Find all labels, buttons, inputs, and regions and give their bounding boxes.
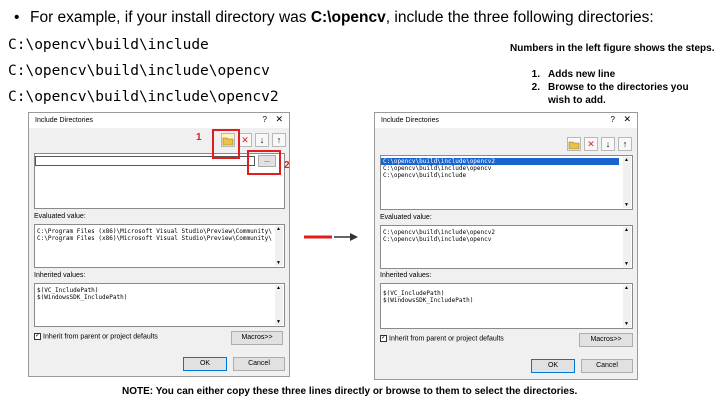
- include-path-2: C:\opencv\build\include\opencv: [8, 63, 270, 79]
- step-number: 2.: [531, 82, 540, 93]
- move-down-icon[interactable]: ↓: [255, 133, 269, 147]
- scrollbar[interactable]: ▲ ▼: [623, 157, 631, 208]
- step-1-highlight: [212, 129, 240, 159]
- inherited-label: Inherited values:: [380, 272, 432, 279]
- move-up-icon[interactable]: ↑: [272, 133, 286, 147]
- include-directories-dialog-right: [374, 112, 638, 380]
- transition-arrow: [302, 230, 360, 244]
- scrollbar[interactable]: ▲ ▼: [275, 226, 283, 266]
- title-bar: [29, 113, 289, 128]
- delete-icon[interactable]: ✕: [238, 133, 252, 147]
- checkmark-icon: ✓: [381, 335, 387, 341]
- inherited-values: [380, 283, 633, 329]
- step-text: Browse to the directories you wish to add.: [548, 82, 689, 106]
- step-2-highlight: [247, 150, 281, 175]
- ok-button[interactable]: OK: [183, 357, 227, 371]
- instruction-heading: [14, 9, 718, 27]
- step-2: [510, 81, 720, 107]
- directory-entry[interactable]: C:\opencv\build\include\opencv: [383, 165, 492, 172]
- dialog-title: Include Directories: [381, 117, 439, 124]
- help-icon[interactable]: ?: [262, 115, 267, 124]
- browse-button[interactable]: ...: [258, 155, 276, 167]
- evaluated-values: [380, 225, 633, 269]
- cancel-button[interactable]: Cancel: [233, 357, 285, 371]
- step-number: 1.: [531, 69, 540, 80]
- move-down-icon[interactable]: ↓: [601, 137, 615, 151]
- close-icon[interactable]: ✕: [623, 114, 631, 124]
- step-text: Adds new line: [548, 69, 616, 80]
- evaluated-label: Evaluated value:: [380, 214, 432, 221]
- evaluated-line: C:\Program Files (x86)\Microsoft Visual Studio\Preview\Community\: [37, 235, 272, 242]
- evaluated-line: C:\opencv\build\include\opencv2: [383, 229, 495, 236]
- heading-suffix: , include the three following directories:: [385, 9, 654, 26]
- step-1-marker: 1: [196, 132, 202, 143]
- title-bar: [375, 113, 637, 128]
- ok-button[interactable]: OK: [531, 359, 575, 373]
- directory-entry[interactable]: C:\opencv\build\include\opencv2: [381, 158, 619, 165]
- footnote: NOTE: You can either copy these three lines directly or browse to them to select the directories.: [122, 386, 578, 397]
- step-1: [510, 68, 720, 81]
- close-icon[interactable]: ✕: [275, 114, 283, 124]
- inherited-line: $(WindowsSDK_IncludePath): [383, 297, 474, 304]
- inherited-label: Inherited values:: [34, 272, 86, 279]
- inherited-values: [34, 283, 285, 327]
- dialog-title: Include Directories: [35, 117, 93, 124]
- include-path-1: C:\opencv\build\include: [8, 37, 209, 53]
- evaluated-label: Evaluated value:: [34, 213, 86, 220]
- heading-prefix: For example, if your install directory was: [30, 9, 311, 26]
- evaluated-line: C:\opencv\build\include\opencv: [383, 236, 492, 243]
- include-path-3: C:\opencv\build\include\opencv2: [8, 89, 279, 105]
- delete-icon[interactable]: ✕: [584, 137, 598, 151]
- cancel-button[interactable]: Cancel: [581, 359, 633, 373]
- scrollbar[interactable]: ▲ ▼: [623, 285, 631, 327]
- scrollbar[interactable]: ▲ ▼: [275, 285, 283, 325]
- inherited-line: $(VC_IncludePath): [37, 287, 99, 294]
- bullet: •: [14, 9, 20, 26]
- inherit-checkbox[interactable]: [34, 333, 158, 340]
- move-up-icon[interactable]: ↑: [618, 137, 632, 151]
- help-icon[interactable]: ?: [610, 115, 615, 124]
- scrollbar[interactable]: ▲ ▼: [623, 227, 631, 267]
- step-2-marker: 2: [284, 160, 290, 171]
- evaluated-values: [34, 224, 285, 268]
- inherited-line: $(VC_IncludePath): [383, 290, 445, 297]
- macros-button[interactable]: Macros>>: [579, 333, 633, 347]
- directory-entry[interactable]: C:\opencv\build\include: [383, 172, 467, 179]
- steps-note: Numbers in the left figure shows the steps.: [510, 43, 715, 54]
- new-folder-icon[interactable]: [567, 137, 581, 151]
- inherited-line: $(WindowsSDK_IncludePath): [37, 294, 128, 301]
- directory-list[interactable]: [380, 155, 633, 210]
- steps-list: [510, 68, 720, 107]
- inherit-label: Inherit from parent or project defaults: [43, 333, 158, 341]
- inherit-checkbox[interactable]: [380, 335, 504, 342]
- inherit-label: Inherit from parent or project defaults: [389, 335, 504, 343]
- macros-button[interactable]: Macros>>: [231, 331, 283, 345]
- install-directory: C:\opencv: [310, 9, 386, 26]
- evaluated-line: C:\Program Files (x86)\Microsoft Visual Studio\Preview\Community\: [37, 228, 272, 235]
- checkmark-icon: ✓: [35, 333, 41, 339]
